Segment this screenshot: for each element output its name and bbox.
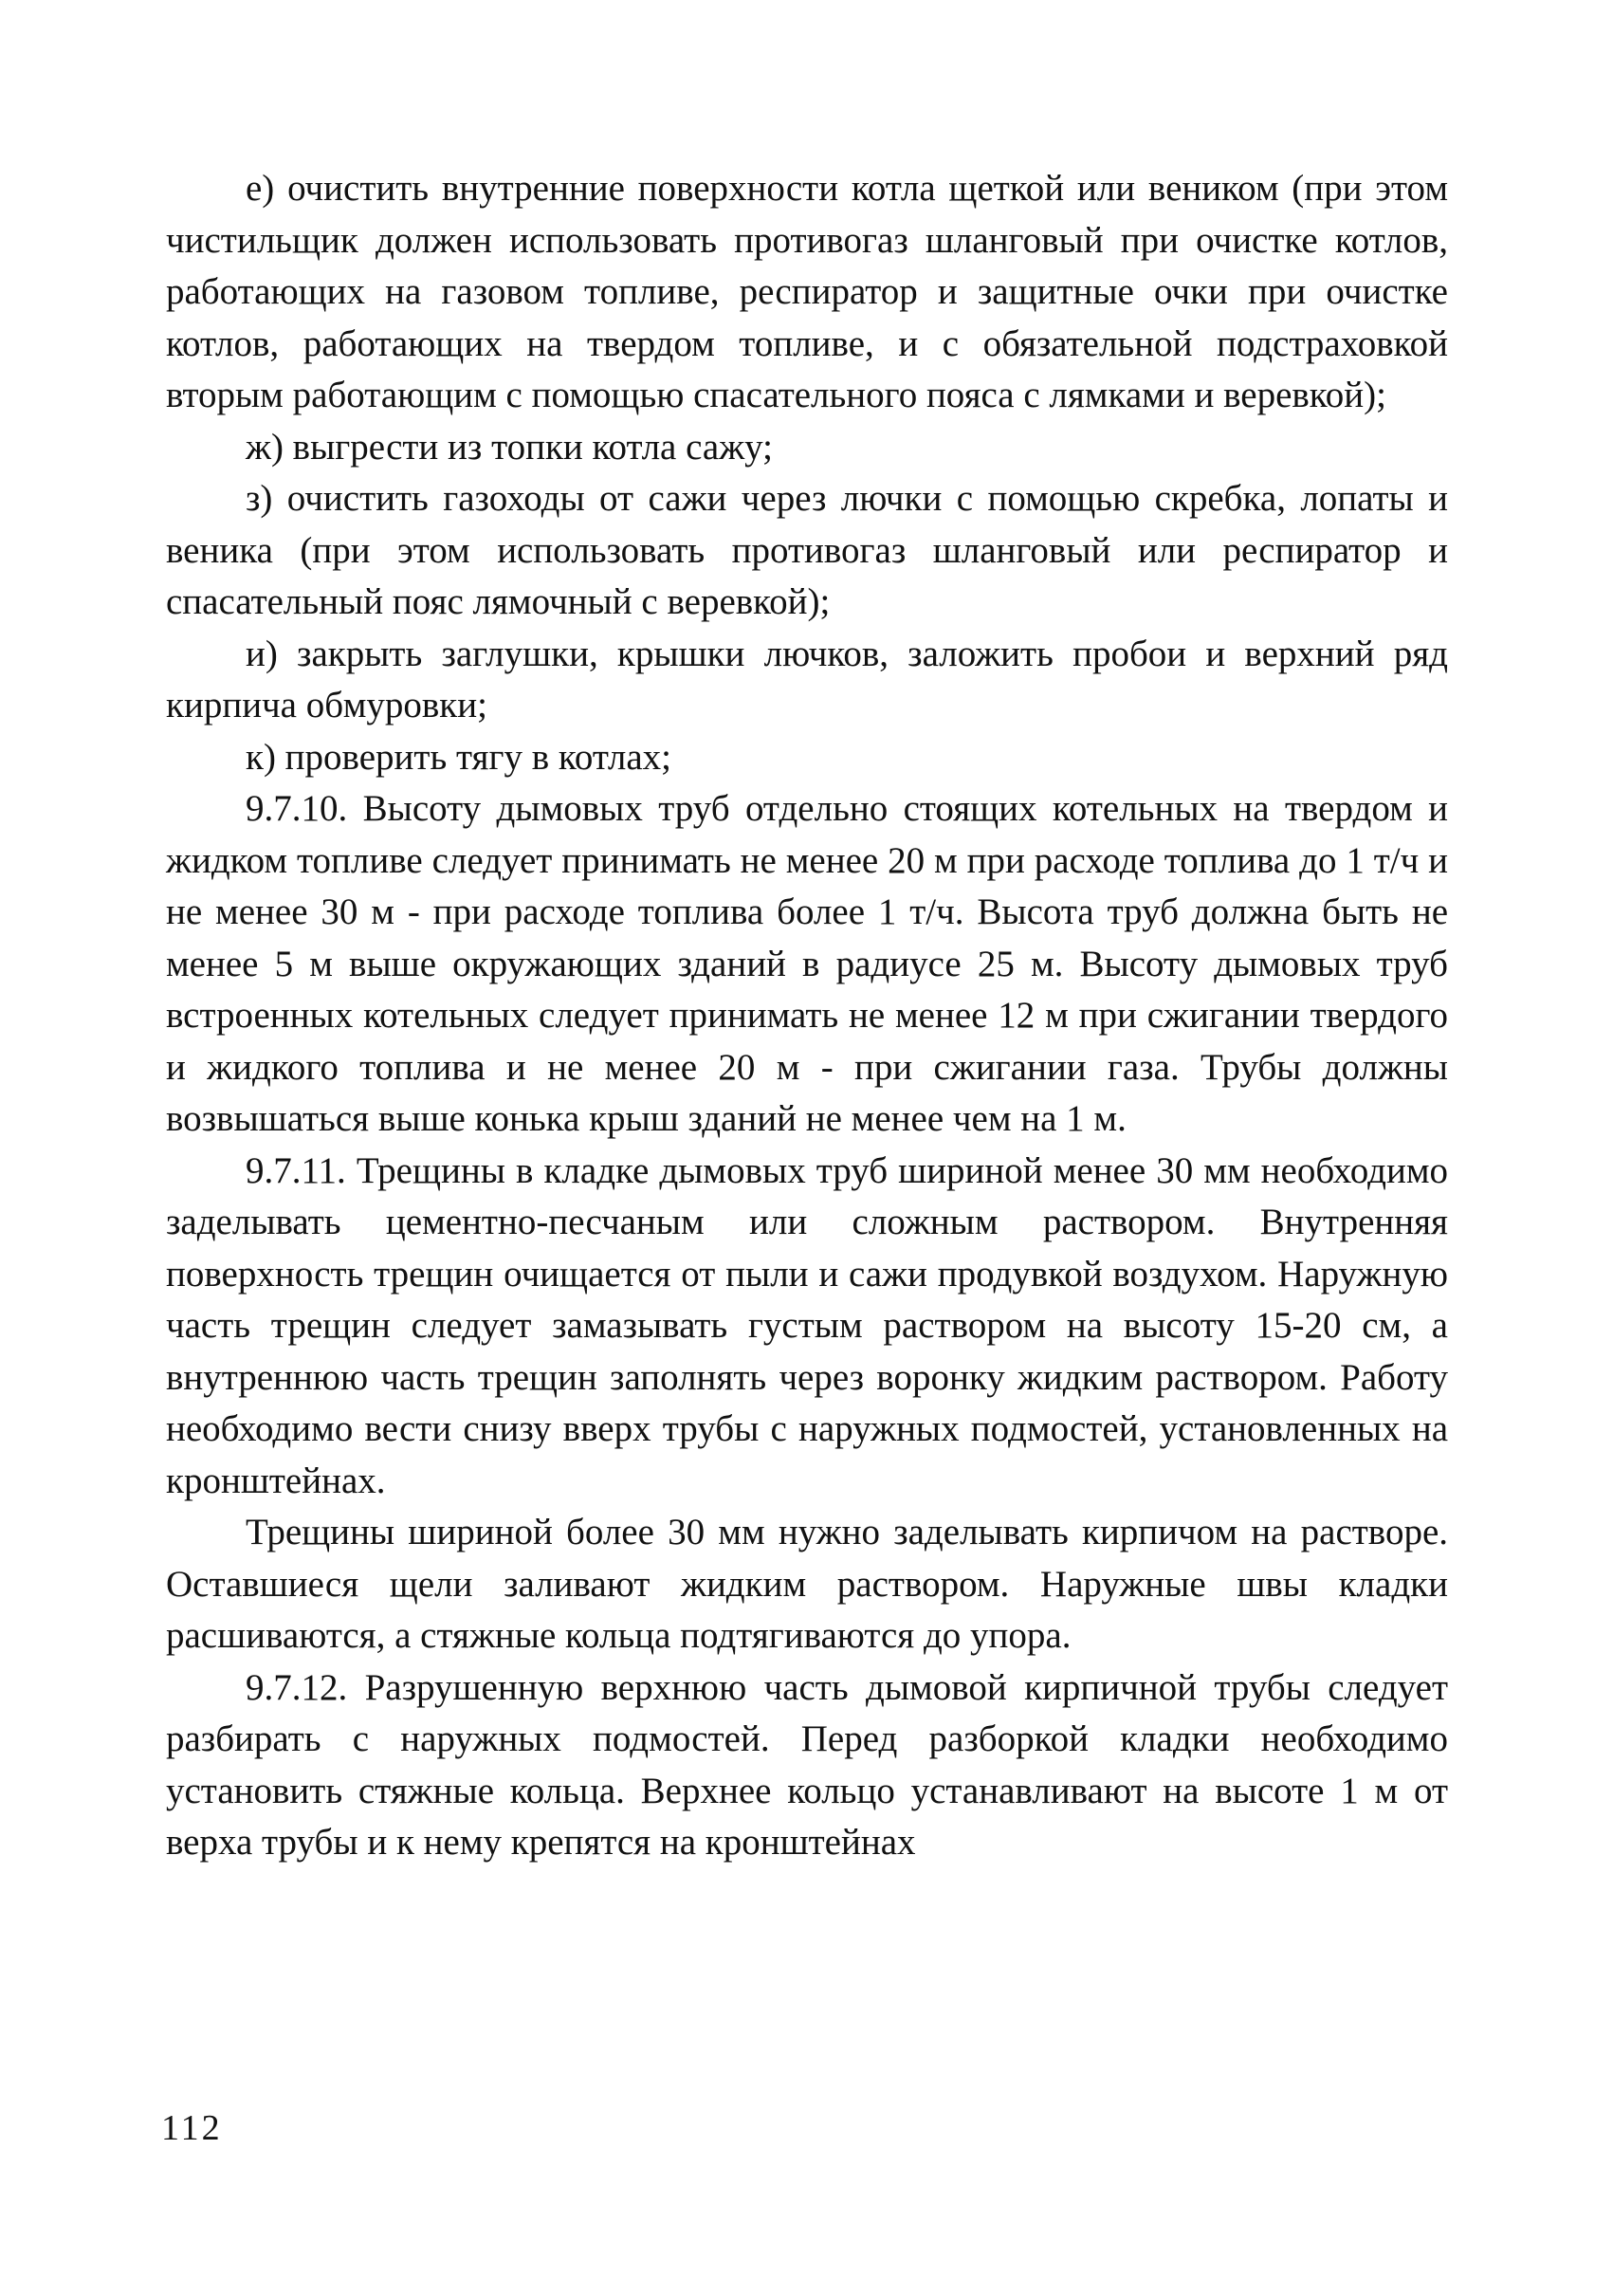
- list-item-z: з) очистить газоходы от сажи через лючки с помощью скребка, лопаты и веника (при этом использовать противогаз шланговый или респиратор и спасательный пояс лямочный с веревкой);: [166, 478, 1448, 622]
- section-9-7-10: 9.7.10. Высоту дымовых труб отдельно стоящих котельных на твердом и жидком топливе следует принимать не менее 20 м при расходе топлива до 1 т/ч и не менее 30 м - при расходе топлива более 1 т/ч. Высота труб должна быть не менее 5 м выше окружающих зданий в радиусе 25 м. Высоту дымовых труб встроенных котельных следует принимать не менее 12 м при сжигании твердого и жидкого топлива и не менее 20 м - при сжигании газа. Трубы должны возвышаться выше конька крыш зданий не менее чем на 1 м.: [166, 788, 1448, 1139]
- page-number: 112: [161, 2108, 223, 2148]
- list-item-k: к) проверить тягу в котлах;: [246, 736, 672, 778]
- body-text: [166, 163, 1448, 1869]
- list-item-i: и) закрыть заглушки, крышки лючков, заложить пробои и верхний ряд кирпича обмуровки;: [166, 633, 1448, 726]
- paragraph-cracks-wide: Трещины шириной более 30 мм нужно заделывать кирпичом на растворе. Оставшиеся щели заливают жидким раствором. Наружные швы кладки расшиваются, а стяжные кольца подтягиваются до упора.: [166, 1512, 1448, 1656]
- list-item-e: е) очистить внутренние поверхности котла щеткой или веником (при этом чистильщик должен использовать противогаз шланговый при очистке котлов, работающих на газовом топливе, респиратор и защитные очки при очистке котлов, работающих на твердом топливе, и с обязательной подстраховкой вторым работающим с помощью спасательного пояса с лямками и веревкой);: [166, 168, 1448, 415]
- section-9-7-12: 9.7.12. Разрушенную верхнюю часть дымовой кирпичной трубы следует разбирать с наружных подмостей. Перед разборкой кладки необходимо установить стяжные кольца. Верхнее кольцо устанавливают на высоте 1 м от верха трубы и к нему крепятся на кронштейнах: [166, 1666, 1448, 1863]
- list-item-zh: ж) выгрести из топки котла сажу;: [246, 426, 773, 468]
- section-9-7-11: 9.7.11. Трещины в кладке дымовых труб шириной менее 30 мм необходимо заделывать цементно-песчаным или сложным раствором. Внутренняя поверхность трещин очищается от пыли и сажи продувкой воздухом. Наружную часть трещин следует замазывать густым раствором на высоту 15-20 см, а внутреннюю часть трещин заполнять через воронку жидким раствором. Работу необходимо вести снизу вверх трубы с наружных подмостей, установленных на кронштейнах.: [166, 1149, 1448, 1501]
